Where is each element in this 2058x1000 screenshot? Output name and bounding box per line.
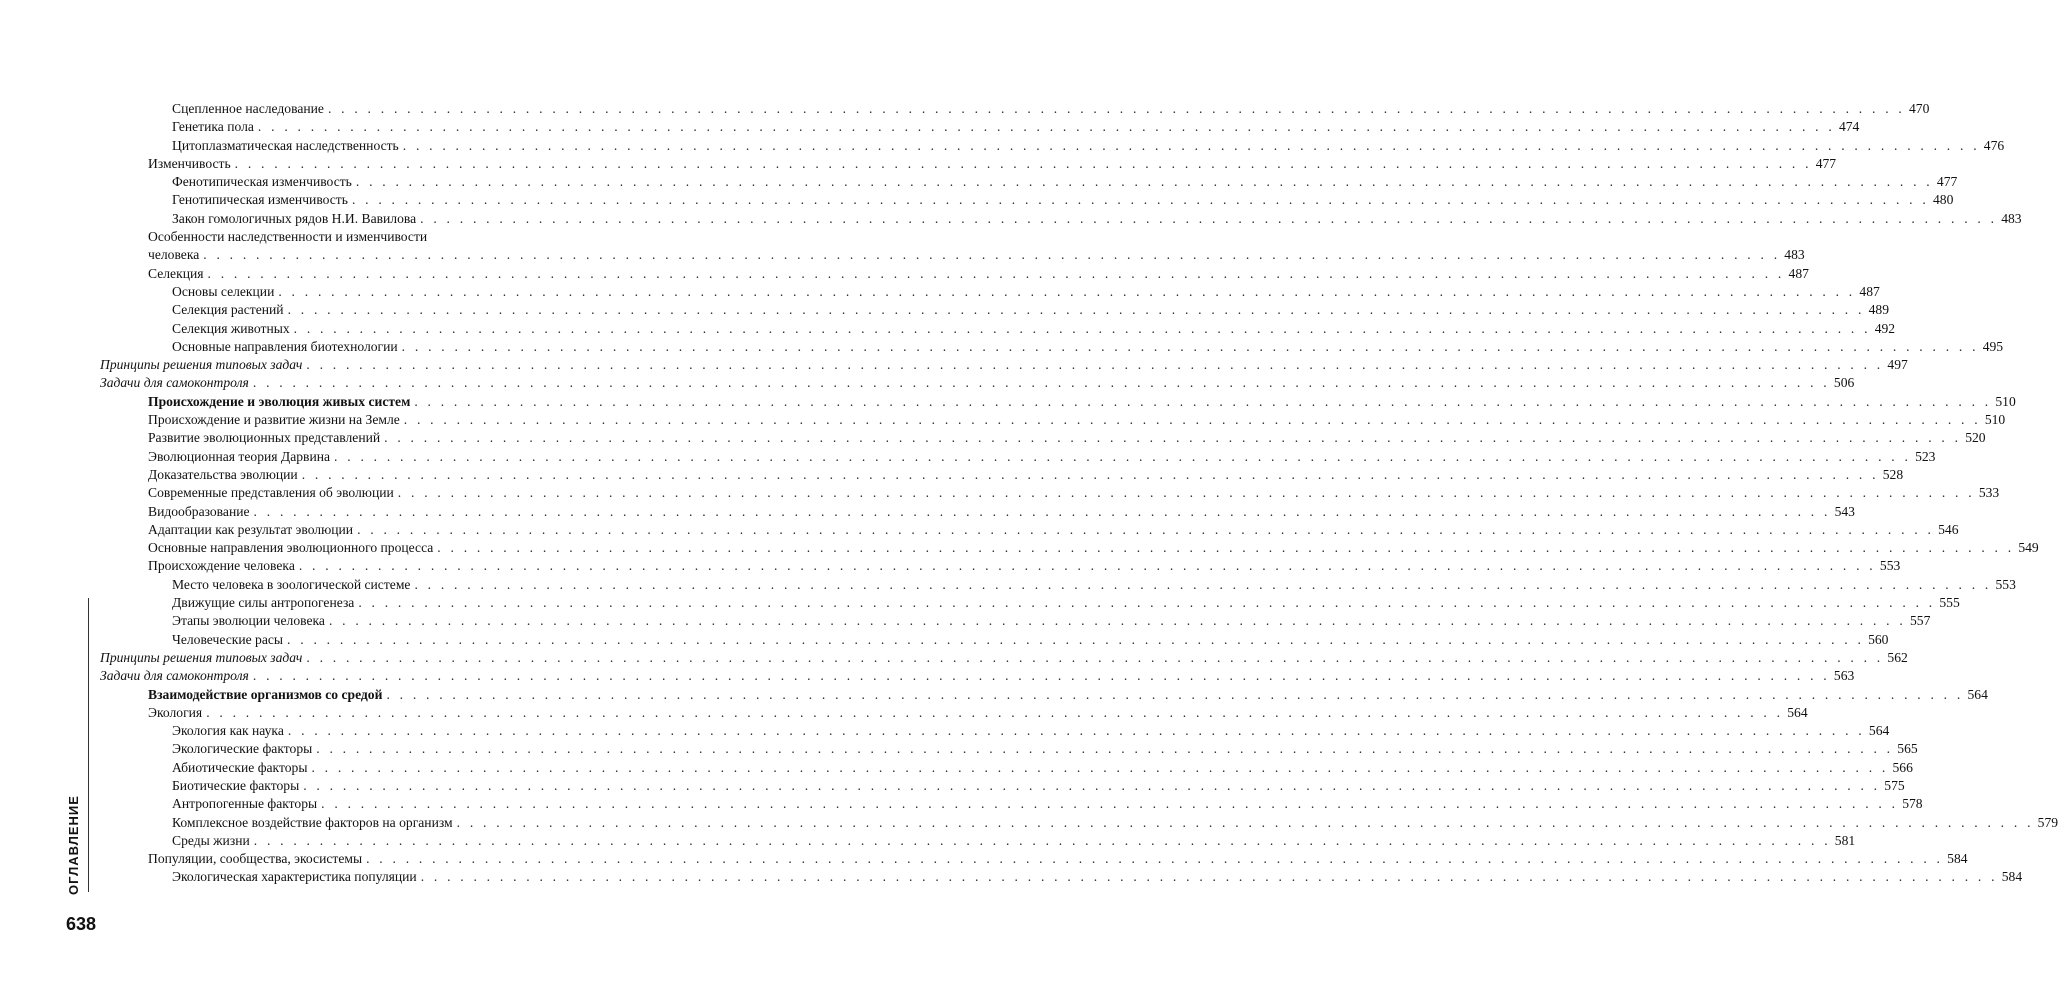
toc-entry[interactable]	[100, 466, 1904, 484]
toc-entry-page: 560	[1864, 631, 1888, 649]
toc-entry-page: 477	[1812, 155, 1836, 173]
toc-entry-title: Экология	[148, 704, 206, 722]
toc-entry-page: 557	[1906, 612, 1930, 630]
toc-entry[interactable]	[100, 704, 1808, 722]
toc-entry[interactable]	[100, 429, 1986, 447]
toc-entry-page: 549	[2014, 539, 2038, 557]
toc-entry-title: Генотипическая изменчивость	[172, 191, 352, 209]
dot-leader: . . . . . . . . . . . . . . . . . . . . . . . . . . . . . . . . . . . . . . . . . . . . . . . . . . . . . . . . . . . . . . . . . . . . . . . . . . . . . . . . . . . . . . . . . . . . . . . . . . . . . . . . . . . . . . . . . . . . . . . .	[334, 448, 1912, 464]
toc-entry-page: 528	[1879, 466, 1903, 484]
toc-entry-page: 543	[1831, 503, 1855, 521]
toc-entry-title: Происхождение и развитие жизни на Земле	[148, 411, 404, 429]
toc-entry-title: Популяции, сообщества, экосистемы	[148, 850, 366, 868]
table-of-contents	[100, 100, 2058, 887]
toc-entry[interactable]	[100, 850, 1968, 868]
dot-leader: . . . . . . . . . . . . . . . . . . . . . . . . . . . . . . . . . . . . . . . . . . . . . . . . . . . . . . . . . . . . . . . . . . . . . . . . . . . . . . . . . . . . . . . . . . . . . . . . . . . . . . . . . . . . . . . . . . . . . . . .	[287, 631, 1865, 647]
toc-entry-page: 584	[1998, 868, 2022, 886]
toc-entry-title: Основные направления эволюционного процесса	[148, 539, 437, 557]
dot-leader: . . . . . . . . . . . . . . . . . . . . . . . . . . . . . . . . . . . . . . . . . . . . . . . . . . . . . . . . . . . . . . . . . . . . . . . . . . . . . . . . . . . . . . . . . . . . . . . . . . . . . . . . . . . . . . . . . . . . . . . .	[311, 759, 1889, 775]
dot-leader: . . . . . . . . . . . . . . . . . . . . . . . . . . . . . . . . . . . . . . . . . . . . . . . . . . . . . . . . . . . . . . . . . . . . . . . . . . . . . . . . . . . . . . . . . . . . . . . . . . . . . . . . . . . . . . . . . . . . . . . .	[206, 704, 1784, 720]
toc-entry-page: 476	[1980, 137, 2004, 155]
toc-entry-title: Закон гомологичных рядов Н.И. Вавилова	[172, 210, 420, 228]
dot-leader: . . . . . . . . . . . . . . . . . . . . . . . . . . . . . . . . . . . . . . . . . . . . . . . . . . . . . . . . . . . . . . . . . . . . . . . . . . . . . . . . . . . . . . . . . . . . . . . . . . . . . . . . . . . . . . . . . . . . . . . .	[207, 265, 1785, 281]
toc-entry[interactable]	[100, 393, 2016, 411]
toc-entry[interactable]	[100, 228, 570, 246]
toc-entry[interactable]	[100, 777, 1905, 795]
dot-leader: . . . . . . . . . . . . . . . . . . . . . . . . . . . . . . . . . . . . . . . . . . . . . . . . . . . . . . . . . . . . . . . . . . . . . . . . . . . . . . . . . . . . . . . . . . . . . . . . . . . . . . . . . . . . . . . . . . . . . . . .	[437, 540, 2015, 556]
dot-leader: . . . . . . . . . . . . . . . . . . . . . . . . . . . . . . . . . . . . . . . . . . . . . . . . . . . . . . . . . . . . . . . . . . . . . . . . . . . . . . . . . . . . . . . . . . . . . . . . . . . . . . . . . . . . . . . . . . . . . . . .	[303, 777, 1881, 793]
dot-leader: . . . . . . . . . . . . . . . . . . . . . . . . . . . . . . . . . . . . . . . . . . . . . . . . . . . . . . . . . . . . . . . . . . . . . . . . . . . . . . . . . . . . . . . . . . . . . . . . . . . . . . . . . . . . . . . . . . . . . . . .	[358, 595, 1936, 611]
dot-leader: . . . . . . . . . . . . . . . . . . . . . . . . . . . . . . . . . . . . . . . . . . . . . . . . . . . . . . . . . . . . . . . . . . . . . . . . . . . . . . . . . . . . . . . . . . . . . . . . . . . . . . . . . . . . . . . . . . . . . . . .	[384, 430, 1962, 446]
dot-leader: . . . . . . . . . . . . . . . . . . . . . . . . . . . . . . . . . . . . . . . . . . . . . . . . . . . . . . . . . . . . . . . . . . . . . . . . . . . . . . . . . . . . . . . . . . . . . . . . . . . . . . . . . . . . . . . . . . . . . . . .	[414, 393, 1992, 409]
toc-entry-page: 564	[1865, 722, 1889, 740]
toc-entry[interactable]	[100, 759, 1913, 777]
toc-entry[interactable]	[100, 356, 1908, 374]
toc-entry-title: Принципы решения типовых задач	[100, 356, 306, 374]
dot-leader: . . . . . . . . . . . . . . . . . . . . . . . . . . . . . . . . . . . . . . . . . . . . . . . . . . . . . . . . . . . . . . . . . . . . . . . . . . . . . . . . . . . . . . . . . . . . . . . . . . . . . . . . . . . . . . . . . . . . . . . .	[257, 119, 1835, 135]
dot-leader: . . . . . . . . . . . . . . . . . . . . . . . . . . . . . . . . . . . . . . . . . . . . . . . . . . . . . . . . . . . . . . . . . . . . . . . . . . . . . . . . . . . . . . . . . . . . . . . . . . . . . . . . . . . . . . . . . . . . . . . .	[357, 521, 1935, 537]
toc-entry[interactable]	[100, 155, 1837, 173]
toc-entry-page: 562	[1883, 649, 1907, 667]
toc-entry-page: 581	[1831, 832, 1855, 850]
dot-leader: . . . . . . . . . . . . . . . . . . . . . . . . . . . . . . . . . . . . . . . . . . . . . . . . . . . . . . . . . . . . . . . . . . . . . . . . . . . . . . . . . . . . . . . . . . . . . . . . . . . . . . . . . . . . . . . . . . . . . . . .	[420, 869, 1998, 885]
toc-entry-title: Селекция растений	[172, 301, 288, 319]
dot-leader: . . . . . . . . . . . . . . . . . . . . . . . . . . . . . . . . . . . . . . . . . . . . . . . . . . . . . . . . . . . . . . . . . . . . . . . . . . . . . . . . . . . . . . . . . . . . . . . . . . . . . . . . . . . . . . . . . . . . . . . .	[278, 283, 1856, 299]
toc-entry-title: Движущие силы антропогенеза	[172, 594, 358, 612]
dot-leader: . . . . . . . . . . . . . . . . . . . . . . . . . . . . . . . . . . . . . . . . . . . . . . . . . . . . . . . . . . . . . . . . . . . . . . . . . . . . . . . . . . . . . . . . . . . . . . . . . . . . . . . . . . . . . . . . . . . . . . . .	[252, 375, 1830, 391]
toc-entry-page: 533	[1975, 484, 1999, 502]
toc-entry-page: 546	[1934, 521, 1958, 539]
toc-entry-page: 523	[1911, 448, 1935, 466]
side-rule	[88, 598, 89, 892]
toc-entry[interactable]	[100, 246, 1805, 264]
dot-leader: . . . . . . . . . . . . . . . . . . . . . . . . . . . . . . . . . . . . . . . . . . . . . . . . . . . . . . . . . . . . . . . . . . . . . . . . . . . . . . . . . . . . . . . . . . . . . . . . . . . . . . . . . . . . . . . . . . . . . . . .	[321, 796, 1899, 812]
toc-entry[interactable]	[100, 594, 1960, 612]
toc-entry[interactable]	[100, 173, 1958, 191]
toc-entry[interactable]	[100, 137, 2005, 155]
toc-entry-title: Сцепленное наследование	[172, 100, 328, 118]
toc-entry-title: Изменчивость	[148, 155, 235, 173]
dot-leader: . . . . . . . . . . . . . . . . . . . . . . . . . . . . . . . . . . . . . . . . . . . . . . . . . . . . . . . . . . . . . . . . . . . . . . . . . . . . . . . . . . . . . . . . . . . . . . . . . . . . . . . . . . . . . . . . . . . . . . . .	[253, 503, 1831, 519]
dot-leader: . . . . . . . . . . . . . . . . . . . . . . . . . . . . . . . . . . . . . . . . . . . . . . . . . . . . . . . . . . . . . . . . . . . . . . . . . . . . . . . . . . . . . . . . . . . . . . . . . . . . . . . . . . . . . . . . . . . . . . . .	[328, 613, 1906, 629]
toc-entry-page: 477	[1933, 173, 1957, 191]
toc-entry-page: 474	[1835, 118, 1859, 136]
page-number: 638	[66, 914, 97, 934]
dot-leader: . . . . . . . . . . . . . . . . . . . . . . . . . . . . . . . . . . . . . . . . . . . . . . . . . . . . . . . . . . . . . . . . . . . . . . . . . . . . . . . . . . . . . . . . . . . . . . . . . . . . . . . . . . . . . . . . . . . . . . . .	[355, 174, 1933, 190]
dot-leader: . . . . . . . . . . . . . . . . . . . . . . . . . . . . . . . . . . . . . . . . . . . . . . . . . . . . . . . . . . . . . . . . . . . . . . . . . . . . . . . . . . . . . . . . . . . . . . . . . . . . . . . . . . . . . . . . . . . . . . . .	[306, 649, 1884, 665]
toc-entry[interactable]	[100, 557, 1901, 575]
toc-entry-page: 566	[1889, 759, 1913, 777]
toc-entry-page: 487	[1855, 283, 1879, 301]
toc-entry-page: 492	[1871, 320, 1895, 338]
dot-leader: . . . . . . . . . . . . . . . . . . . . . . . . . . . . . . . . . . . . . . . . . . . . . . . . . . . . . . . . . . . . . . . . . . . . . . . . . . . . . . . . . . . . . . . . . . . . . . . . . . . . . . . . . . . . . . . . . . . . . . . .	[366, 851, 1944, 867]
dot-leader: . . . . . . . . . . . . . . . . . . . . . . . . . . . . . . . . . . . . . . . . . . . . . . . . . . . . . . . . . . . . . . . . . . . . . . . . . . . . . . . . . . . . . . . . . . . . . . . . . . . . . . . . . . . . . . . . . . . . . . . .	[386, 686, 1964, 702]
toc-entry-page: 564	[1963, 686, 1987, 704]
dot-leader: . . . . . . . . . . . . . . . . . . . . . . . . . . . . . . . . . . . . . . . . . . . . . . . . . . . . . . . . . . . . . . . . . . . . . . . . . . . . . . . . . . . . . . . . . . . . . . . . . . . . . . . . . . . . . . . . . . . . . . . .	[252, 668, 1830, 684]
toc-entry-title: Доказательства эволюции	[148, 466, 302, 484]
toc-entry-page: 579	[2034, 814, 2058, 832]
toc-entry-title: Биотические факторы	[172, 777, 303, 795]
toc-entry-title: человека	[148, 246, 203, 264]
toc-entry-title: Происхождение человека	[148, 557, 299, 575]
dot-leader: . . . . . . . . . . . . . . . . . . . . . . . . . . . . . . . . . . . . . . . . . . . . . . . . . . . . . . . . . . . . . . . . . . . . . . . . . . . . . . . . . . . . . . . . . . . . . . . . . . . . . . . . . . . . . . . . . . . . . . . .	[402, 137, 1980, 153]
toc-entry-title: Место человека в зоологической системе	[172, 576, 414, 594]
toc-entry-title: Антропогенные факторы	[172, 795, 321, 813]
toc-entry-title: Задачи для самоконтроля	[100, 667, 253, 685]
toc-entry-title: Экология как наука	[172, 722, 288, 740]
toc-entry-title: Видообразование	[148, 503, 254, 521]
toc-entry-page: 564	[1783, 704, 1807, 722]
toc-entry[interactable]	[100, 484, 2000, 502]
toc-entry-page: 553	[1876, 557, 1900, 575]
toc-entry[interactable]	[100, 521, 1959, 539]
toc-entry[interactable]	[100, 118, 1860, 136]
toc-entry[interactable]	[100, 448, 1936, 466]
dot-leader: . . . . . . . . . . . . . . . . . . . . . . . . . . . . . . . . . . . . . . . . . . . . . . . . . . . . . . . . . . . . . . . . . . . . . . . . . . . . . . . . . . . . . . . . . . . . . . . . . . . . . . . . . . . . . . . . . . . . . . . .	[293, 320, 1871, 336]
toc-entry-page: 489	[1865, 301, 1889, 319]
toc-entry-page: 470	[1905, 100, 1929, 118]
toc-entry-page: 584	[1943, 850, 1967, 868]
toc-entry[interactable]	[100, 612, 1931, 630]
dot-leader: . . . . . . . . . . . . . . . . . . . . . . . . . . . . . . . . . . . . . . . . . . . . . . . . . . . . . . . . . . . . . . . . . . . . . . . . . . . . . . . . . . . . . . . . . . . . . . . . . . . . . . . . . . . . . . . . . . . . . . . .	[401, 338, 1979, 354]
toc-entry-title: Экологическая характеристика популяции	[172, 868, 421, 886]
dot-leader: . . . . . . . . . . . . . . . . . . . . . . . . . . . . . . . . . . . . . . . . . . . . . . . . . . . . . . . . . . . . . . . . . . . . . . . . . . . . . . . . . . . . . . . . . . . . . . . . . . . . . . . . . . . . . . . . . . . . . . . .	[298, 558, 1876, 574]
toc-entry[interactable]	[100, 686, 1988, 704]
dot-leader: . . . . . . . . . . . . . . . . . . . . . . . . . . . . . . . . . . . . . . . . . . . . . . . . . . . . . . . . . . . . . . . . . . . . . . . . . . . . . . . . . . . . . . . . . . . . . . . . . . . . . . . . . . . . . . . . . . . . . . . .	[287, 723, 1865, 739]
toc-entry-page: 510	[1991, 393, 2015, 411]
dot-leader: . . . . . . . . . . . . . . . . . . . . . . . . . . . . . . . . . . . . . . . . . . . . . . . . . . . . . . . . . . . . . . . . . . . . . . . . . . . . . . . . . . . . . . . . . . . . . . . . . . . . . . . . . . . . . . . . . . . . . . . .	[203, 247, 1781, 263]
dot-leader: . . . . . . . . . . . . . . . . . . . . . . . . . . . . . . . . . . . . . . . . . . . . . . . . . . . . . . . . . . . . . . . . . . . . . . . . . . . . . . . . . . . . . . . . . . . . . . . . . . . . . . . . . . . . . . . . . . . . . . . .	[301, 466, 1879, 482]
toc-entry-page: 495	[1979, 338, 2003, 356]
toc-entry[interactable]	[100, 667, 1855, 685]
toc-entry-page: 553	[1992, 576, 2016, 594]
dot-leader: . . . . . . . . . . . . . . . . . . . . . . . . . . . . . . . . . . . . . . . . . . . . . . . . . . . . . . . . . . . . . . . . . . . . . . . . . . . . . . . . . . . . . . . . . . . . . . . . . . . . . . . . . . . . . . . . . . . . . . . .	[397, 485, 1975, 501]
toc-entry-title: Селекция	[148, 265, 208, 283]
toc-entry-page: 480	[1929, 191, 1953, 209]
toc-entry-page: 563	[1830, 667, 1854, 685]
toc-entry-page: 575	[1880, 777, 1904, 795]
toc-entry[interactable]	[100, 868, 2023, 886]
dot-leader: . . . . . . . . . . . . . . . . . . . . . . . . . . . . . . . . . . . . . . . . . . . . . . . . . . . . . . . . . . . . . . . . . . . . . . . . . . . . . . . . . . . . . . . . . . . . . . . . . . . . . . . . . . . . . . . . . . . . . . . .	[420, 210, 1998, 226]
toc-entry[interactable]	[100, 374, 1855, 392]
toc-entry-page: 483	[1780, 246, 1804, 264]
toc-entry-page: 520	[1961, 429, 1985, 447]
toc-entry-title: Принципы решения типовых задач	[100, 649, 306, 667]
toc-entry-title: Среды жизни	[172, 832, 254, 850]
toc-entry[interactable]	[100, 283, 1880, 301]
dot-leader: . . . . . . . . . . . . . . . . . . . . . . . . . . . . . . . . . . . . . . . . . . . . . . . . . . . . . . . . . . . . . . . . . . . . . . . . . . . . . . . . . . . . . . . . . . . . . . . . . . . . . . . . . . . . . . . . . . . . . . . .	[403, 412, 1981, 428]
dot-leader: . . . . . . . . . . . . . . . . . . . . . . . . . . . . . . . . . . . . . . . . . . . . . . . . . . . . . . . . . . . . . . . . . . . . . . . . . . . . . . . . . . . . . . . . . . . . . . . . . . . . . . . . . . . . . . . . . . . . . . . .	[287, 302, 1865, 318]
toc-entry-title: Этапы эволюции человека	[172, 612, 329, 630]
dot-leader: . . . . . . . . . . . . . . . . . . . . . . . . . . . . . . . . . . . . . . . . . . . . . . . . . . . . . . . . . . . . . . . . . . . . . . . . . . . . . . . . . . . . . . . . . . . . . . . . . . . . . . . . . . . . . . . . . . . . . . . .	[414, 576, 1992, 592]
toc-entry[interactable]	[100, 832, 1856, 850]
toc-entry-title: Эволюционная теория Дарвина	[148, 448, 334, 466]
toc-entry[interactable]	[100, 722, 1890, 740]
toc-entry-title: Происхождение и эволюция живых систем	[148, 393, 414, 411]
toc-entry-page: 555	[1935, 594, 1959, 612]
toc-entry[interactable]	[100, 649, 1908, 667]
toc-entry[interactable]	[100, 539, 2039, 557]
dot-leader: . . . . . . . . . . . . . . . . . . . . . . . . . . . . . . . . . . . . . . . . . . . . . . . . . . . . . . . . . . . . . . . . . . . . . . . . . . . . . . . . . . . . . . . . . . . . . . . . . . . . . . . . . . . . . . . . . . . . . . . .	[253, 832, 1831, 848]
toc-entry-title: Абиотические факторы	[172, 759, 311, 777]
toc-entry-title: Основы селекции	[172, 283, 278, 301]
toc-entry-title: Экологические факторы	[172, 740, 316, 758]
dot-leader: . . . . . . . . . . . . . . . . . . . . . . . . . . . . . . . . . . . . . . . . . . . . . . . . . . . . . . . . . . . . . . . . . . . . . . . . . . . . . . . . . . . . . . . . . . . . . . . . . . . . . . . . . . . . . . . . . . . . . . . .	[306, 357, 1884, 373]
toc-entry[interactable]	[100, 795, 1923, 813]
toc-entry-page: 510	[1981, 411, 2005, 429]
toc-entry[interactable]	[100, 265, 1809, 283]
dot-leader: . . . . . . . . . . . . . . . . . . . . . . . . . . . . . . . . . . . . . . . . . . . . . . . . . . . . . . . . . . . . . . . . . . . . . . . . . . . . . . . . . . . . . . . . . . . . . . . . . . . . . . . . . . . . . . . . . . . . . . . .	[234, 155, 1812, 171]
toc-entry[interactable]	[100, 631, 1889, 649]
toc-entry-title: Современные представления об эволюции	[148, 484, 398, 502]
toc-entry[interactable]	[100, 740, 1918, 758]
toc-entry-title: Адаптации как результат эволюции	[148, 521, 357, 539]
toc-entry-title: Особенности наследственности и изменчивости	[148, 229, 428, 245]
toc-entry-title: Цитоплазматическая наследственность	[172, 137, 403, 155]
toc-entry[interactable]	[100, 191, 1954, 209]
toc-entry[interactable]	[100, 320, 1896, 338]
toc-entry-page: 487	[1785, 265, 1809, 283]
toc-entry-title: Развитие эволюционных представлений	[148, 429, 384, 447]
dot-leader: . . . . . . . . . . . . . . . . . . . . . . . . . . . . . . . . . . . . . . . . . . . . . . . . . . . . . . . . . . . . . . . . . . . . . . . . . . . . . . . . . . . . . . . . . . . . . . . . . . . . . . . . . . . . . . . . . . . . . . . .	[327, 101, 1905, 116]
toc-entry[interactable]	[100, 503, 1855, 521]
toc-entry-page: 506	[1830, 374, 1854, 392]
toc-entry[interactable]	[100, 576, 2016, 594]
toc-entry-page: 578	[1898, 795, 1922, 813]
toc-entry[interactable]	[100, 338, 2004, 356]
toc-entry-title: Генетика пола	[172, 118, 258, 136]
toc-entry[interactable]	[100, 301, 1889, 319]
toc-entry[interactable]	[100, 210, 2022, 228]
toc-entry-title: Фенотипическая изменчивость	[172, 173, 356, 191]
toc-entry-title: Селекция животных	[172, 320, 294, 338]
dot-leader: . . . . . . . . . . . . . . . . . . . . . . . . . . . . . . . . . . . . . . . . . . . . . . . . . . . . . . . . . . . . . . . . . . . . . . . . . . . . . . . . . . . . . . . . . . . . . . . . . . . . . . . . . . . . . . . . . . . . . . . .	[456, 814, 2034, 830]
toc-entry[interactable]	[100, 814, 2058, 832]
toc-entry-page: 483	[1997, 210, 2021, 228]
toc-entry-title: Задачи для самоконтроля	[100, 374, 253, 392]
dot-leader: . . . . . . . . . . . . . . . . . . . . . . . . . . . . . . . . . . . . . . . . . . . . . . . . . . . . . . . . . . . . . . . . . . . . . . . . . . . . . . . . . . . . . . . . . . . . . . . . . . . . . . . . . . . . . . . . . . . . . . . .	[316, 741, 1894, 757]
toc-entry-title: Комплексное воздействие факторов на организм	[172, 814, 457, 832]
toc-entry-page: 565	[1893, 740, 1917, 758]
toc-entry-title: Человеческие расы	[172, 631, 287, 649]
toc-entry[interactable]	[100, 411, 2006, 429]
toc-entry-title: Основные направления биотехнологии	[172, 338, 402, 356]
dot-leader: . . . . . . . . . . . . . . . . . . . . . . . . . . . . . . . . . . . . . . . . . . . . . . . . . . . . . . . . . . . . . . . . . . . . . . . . . . . . . . . . . . . . . . . . . . . . . . . . . . . . . . . . . . . . . . . . . . . . . . . .	[351, 192, 1929, 208]
toc-entry[interactable]	[100, 100, 1930, 118]
running-head: ОГЛАВЛЕНИЕ	[66, 795, 81, 895]
toc-entry-page: 497	[1883, 356, 1907, 374]
toc-entry-title: Взаимодействие организмов со средой	[148, 686, 386, 704]
